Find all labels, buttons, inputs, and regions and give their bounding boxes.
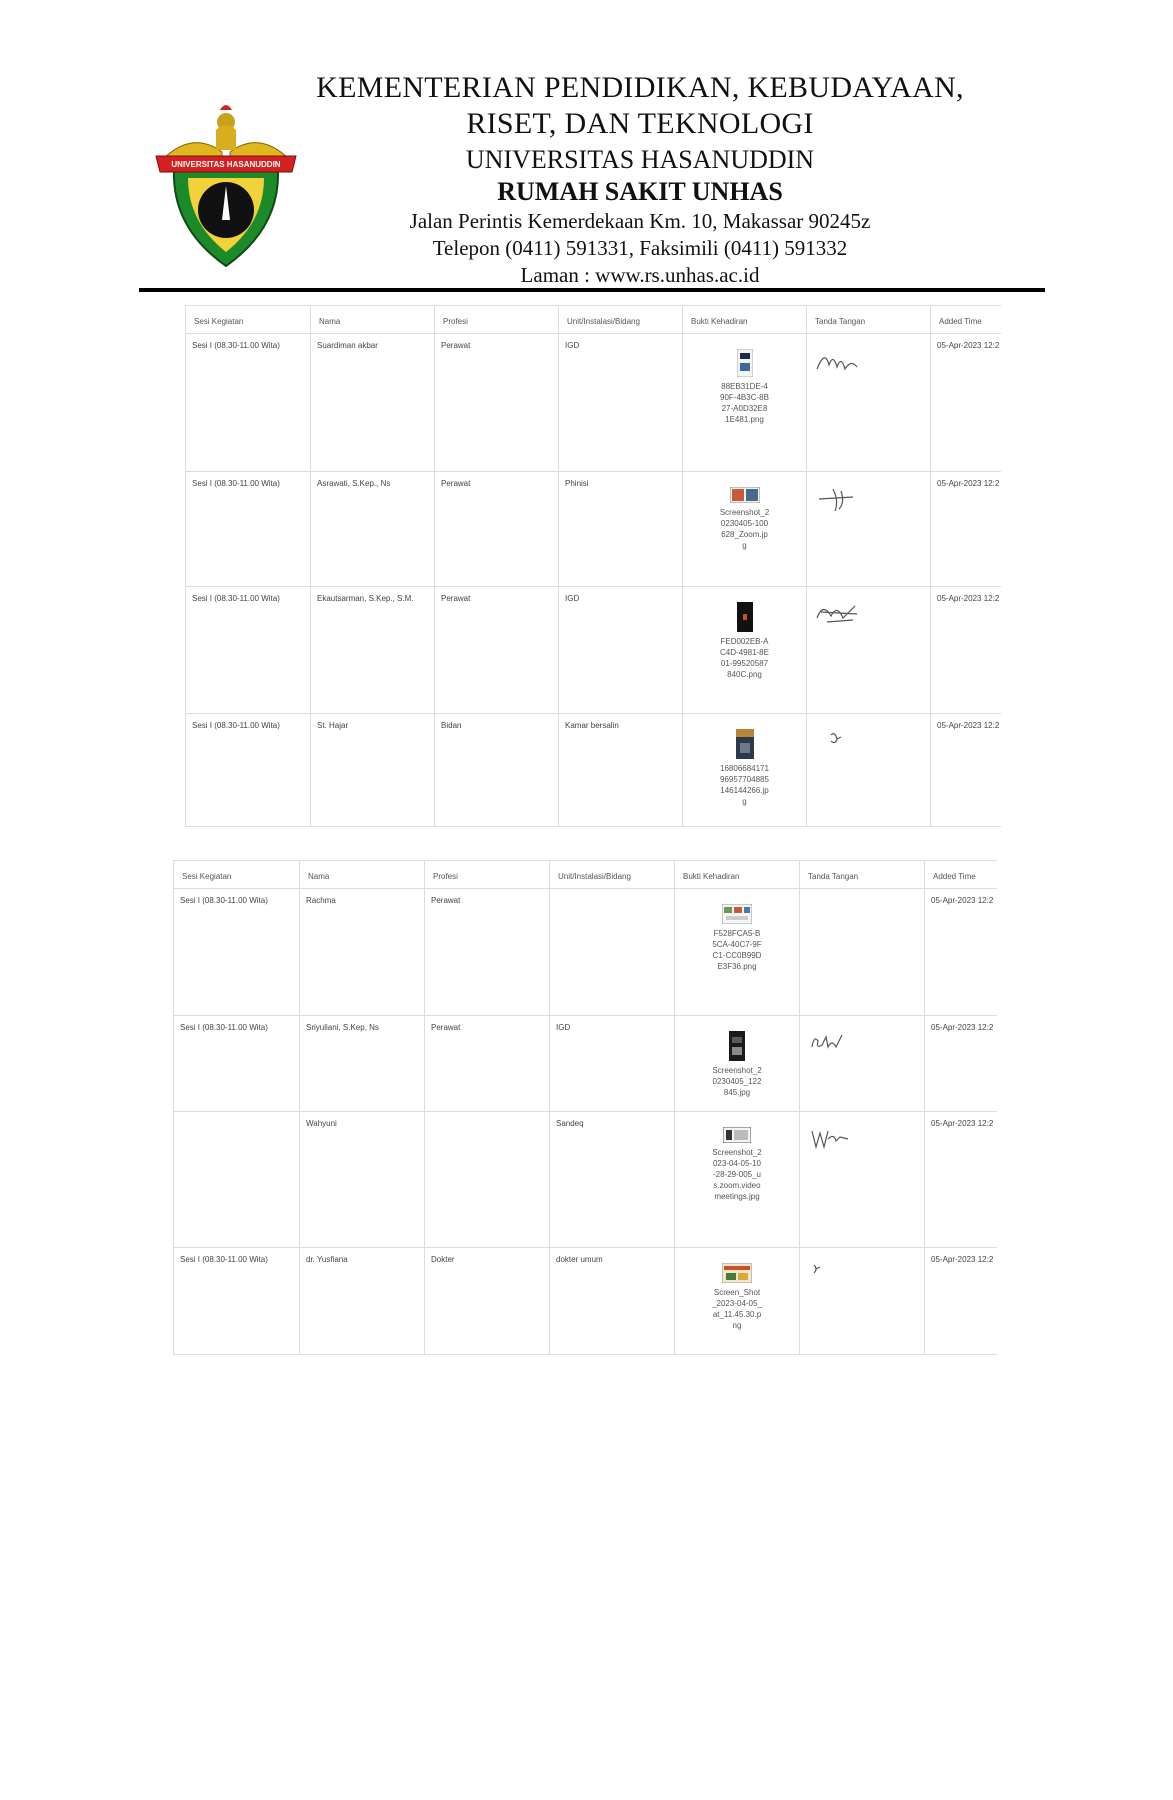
table-row <box>186 334 1001 472</box>
cell-profesi: Perawat <box>425 1016 550 1112</box>
cell-profesi: Perawat <box>425 889 550 1016</box>
cell-bukti <box>675 1248 800 1355</box>
column-header: Nama <box>300 861 425 889</box>
cell-unit: Sandeq <box>550 1112 675 1248</box>
column-header: Tanda Tangan <box>807 306 931 334</box>
cell-bukti <box>683 334 807 472</box>
cell-added-time: 05-Apr-2023 12:2 <box>931 334 1001 472</box>
cell-bukti <box>675 889 800 1016</box>
signature-image <box>806 1259 854 1291</box>
table-row <box>174 889 997 1016</box>
attachment-thumbnail[interactable] <box>729 1031 745 1061</box>
cell-profesi: Bidan <box>435 714 559 827</box>
cell-unit: dokter umum <box>550 1248 675 1355</box>
university-name: UNIVERSITAS HASANUDDIN <box>465 145 815 174</box>
cell-profesi: Perawat <box>435 472 559 587</box>
cell-bukti <box>675 1016 800 1112</box>
address: Jalan Perintis Kemerdekaan Km. 10, Makassar 90245z <box>409 209 871 233</box>
column-header: Sesi Kegiatan <box>174 861 300 889</box>
cell-sesi: Sesi I (08.30-11.00 Wita) <box>186 472 311 587</box>
attachment-filename[interactable]: Screenshot_20230405_122845.jpg <box>712 1066 762 1097</box>
cell-profesi: Perawat <box>435 587 559 714</box>
attachment-filename[interactable]: Screen_Shot_2023-04-05_at_11.45.30.png <box>712 1288 762 1330</box>
cell-signature <box>800 1248 925 1355</box>
cell-nama: Ekautsarman, S.Kep., S.M. <box>311 587 435 714</box>
cell-signature <box>807 334 931 472</box>
cell-bukti <box>683 714 807 827</box>
cell-unit: IGD <box>550 1016 675 1112</box>
ministry-name-line1: KEMENTERIAN PENDIDIKAN, KEBUDAYAAN, <box>316 71 964 104</box>
cell-bukti <box>675 1112 800 1248</box>
attachment-filename[interactable]: F528FCA5-B5CA-40C7-9FC1-CC0B99DE3F36.png <box>712 929 762 971</box>
column-header: Sesi Kegiatan <box>186 306 311 334</box>
signature-image <box>806 1123 854 1155</box>
column-header: Bukti Kehadiran <box>683 306 807 334</box>
website: Laman : www.rs.unhas.ac.id <box>520 263 760 287</box>
signature-image <box>813 598 861 630</box>
cell-nama: Asrawati, S.Kep., Ns <box>311 472 435 587</box>
table-header-row <box>186 306 1001 334</box>
university-logo <box>152 100 300 272</box>
attachment-thumbnail[interactable] <box>722 1263 752 1283</box>
cell-unit: IGD <box>559 334 683 472</box>
table-row <box>174 1016 997 1112</box>
cell-sesi: Sesi I (08.30-11.00 Wita) <box>174 889 300 1016</box>
attendance-table-1 <box>185 305 1001 827</box>
attachment-thumbnail[interactable] <box>737 349 753 377</box>
cell-profesi: Dokter <box>425 1248 550 1355</box>
signature-image <box>813 483 861 515</box>
column-header: Unit/Instalasi/Bidang <box>550 861 675 889</box>
column-header: Tanda Tangan <box>800 861 925 889</box>
table-header-row <box>174 861 997 889</box>
signature-image <box>813 725 861 757</box>
cell-sesi: Sesi I (08.30-11.00 Wita) <box>186 714 311 827</box>
attachment-filename[interactable]: 1680668417196957704885146144266.jpg <box>720 764 769 806</box>
hospital-name: RUMAH SAKIT UNHAS <box>497 177 783 206</box>
table-row <box>186 587 1001 714</box>
cell-nama: Sriyuliani, S.Kep, Ns <box>300 1016 425 1112</box>
column-header: Profesi <box>435 306 559 334</box>
attachment-filename[interactable]: FED002EB-AC4D-4981-8E01-99520587840C.png <box>720 637 769 679</box>
attachment-thumbnail[interactable] <box>736 729 754 759</box>
attendance-table-2 <box>173 860 997 1355</box>
column-header: Nama <box>311 306 435 334</box>
cell-added-time: 05-Apr-2023 12:2 <box>931 587 1001 714</box>
attachment-thumbnail[interactable] <box>723 1127 751 1143</box>
cell-sesi: Sesi I (08.30-11.00 Wita) <box>186 587 311 714</box>
table-row <box>186 472 1001 587</box>
attachment-thumbnail[interactable] <box>737 602 753 632</box>
cell-unit: IGD <box>559 587 683 714</box>
cell-signature <box>807 714 931 827</box>
cell-unit: Phinisi <box>559 472 683 587</box>
cell-signature <box>800 1016 925 1112</box>
attachment-filename[interactable]: Screenshot_20230405-100628_Zoom.jpg <box>719 508 770 550</box>
cell-profesi: Perawat <box>435 334 559 472</box>
signature-image <box>813 345 861 377</box>
cell-signature <box>800 889 925 1016</box>
cell-nama: Wahyuni <box>300 1112 425 1248</box>
cell-sesi: Sesi I (08.30-11.00 Wita) <box>174 1016 300 1112</box>
cell-signature <box>807 587 931 714</box>
column-header: Added Time <box>925 861 997 889</box>
cell-unit: Kamar bersalin <box>559 714 683 827</box>
cell-signature <box>807 472 931 587</box>
cell-sesi <box>174 1112 300 1248</box>
table-row <box>174 1112 997 1248</box>
cell-added-time: 05-Apr-2023 12:2 <box>925 1016 997 1112</box>
cell-unit <box>550 889 675 1016</box>
column-header: Profesi <box>425 861 550 889</box>
cell-sesi: Sesi I (08.30-11.00 Wita) <box>174 1248 300 1355</box>
cell-sesi: Sesi I (08.30-11.00 Wita) <box>186 334 311 472</box>
attachment-filename[interactable]: 88EB31DE-490F-4B3C-8B27-A0D32E81E481.png <box>720 382 769 424</box>
logo-banner-text: UNIVERSITAS HASANUDDIN <box>171 160 281 169</box>
signature-image <box>806 1027 854 1059</box>
cell-bukti <box>683 587 807 714</box>
cell-nama: dr. Yusfiana <box>300 1248 425 1355</box>
cell-added-time: 05-Apr-2023 12:2 <box>925 1112 997 1248</box>
cell-added-time: 05-Apr-2023 12:2 <box>925 1248 997 1355</box>
cell-added-time: 05-Apr-2023 12:2 <box>925 889 997 1016</box>
letterhead <box>300 70 980 289</box>
cell-signature <box>800 1112 925 1248</box>
phone-fax: Telepon (0411) 591331, Faksimili (0411) 591332 <box>432 236 848 260</box>
cell-added-time: 05-Apr-2023 12:2 <box>931 472 1001 587</box>
column-header: Added Time <box>931 306 1001 334</box>
attachment-thumbnail[interactable] <box>730 487 760 503</box>
table-row <box>174 1248 997 1355</box>
cell-bukti <box>683 472 807 587</box>
cell-profesi <box>425 1112 550 1248</box>
ministry-name-line2: RISET, DAN TEKNOLOGI <box>466 107 814 140</box>
header-divider <box>139 288 1045 292</box>
attachment-thumbnail[interactable] <box>722 904 752 924</box>
attachment-filename[interactable]: Screenshot_2023-04-05-10-28-29-005_us.zoom.videomeetings.jpg <box>712 1148 762 1201</box>
cell-added-time: 05-Apr-2023 12:2 <box>931 714 1001 827</box>
cell-nama: Suardiman akbar <box>311 334 435 472</box>
table-row <box>186 714 1001 827</box>
cell-nama: St. Hajar <box>311 714 435 827</box>
cell-nama: Rachma <box>300 889 425 1016</box>
column-header: Bukti Kehadiran <box>675 861 800 889</box>
column-header: Unit/Instalasi/Bidang <box>559 306 683 334</box>
